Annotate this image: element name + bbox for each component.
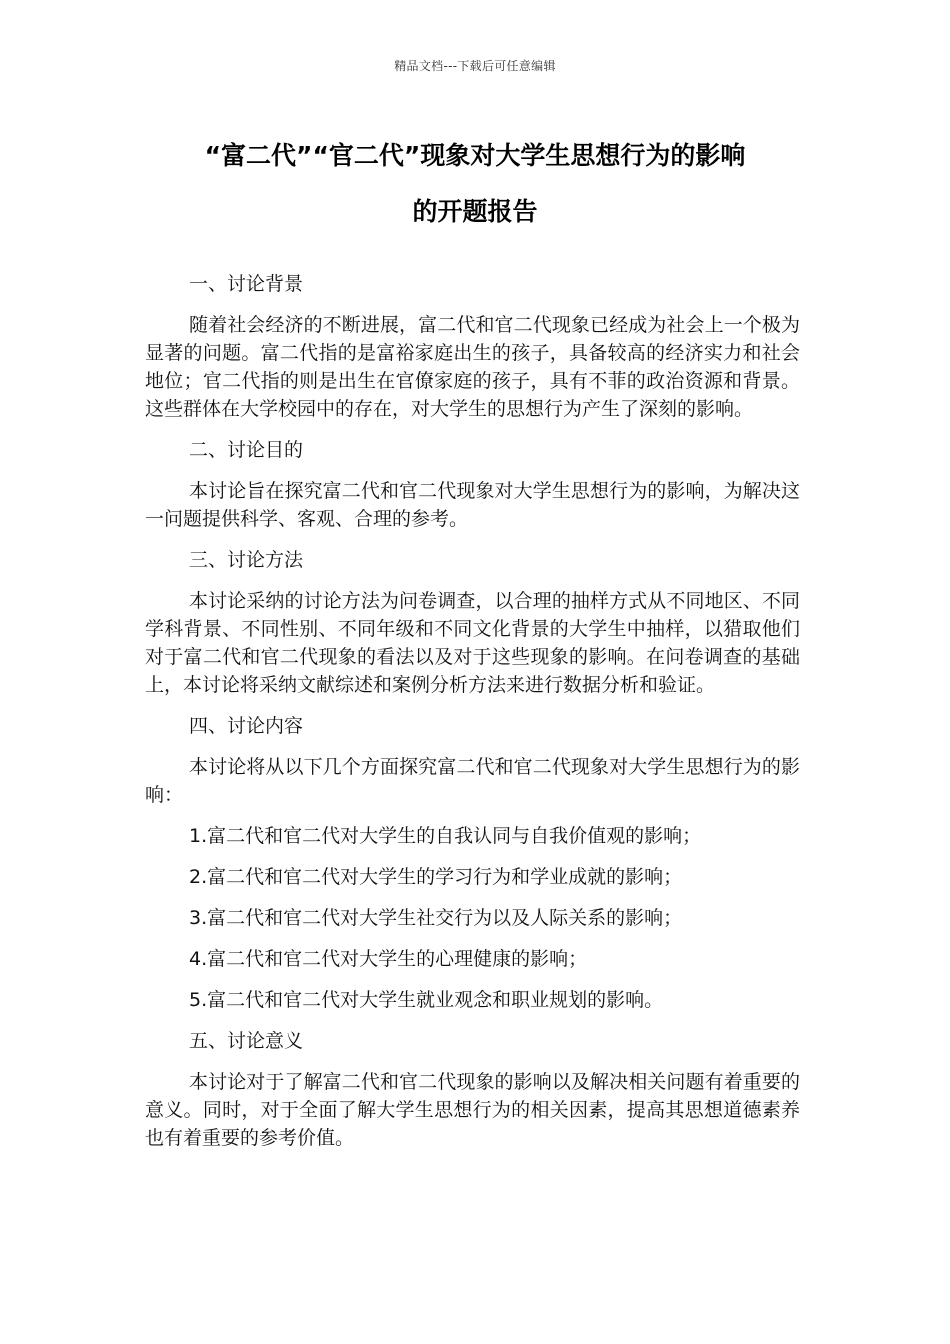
section-heading-background: 一、讨论背景 [189, 273, 304, 295]
section-heading-content: 四、讨论内容 [189, 715, 304, 737]
list-item: 5.富二代和官二代对大学生就业观念和职业规划的影响。 [189, 989, 664, 1011]
section-heading-method: 三、讨论方法 [189, 549, 304, 571]
section-heading-purpose: 二、讨论目的 [189, 439, 304, 461]
list-item: 2.富二代和官二代对大学生的学习行为和学业成就的影响； [189, 866, 683, 888]
title-line-2: 的开题报告 [412, 197, 538, 226]
section-heading-significance: 五、讨论意义 [189, 1030, 304, 1052]
title-line-1: “富二代”“官二代”现象对大学生思想行为的影响 [204, 141, 746, 170]
list-item: 1.富二代和官二代对大学生的自我认同与自我价值观的影响； [189, 825, 702, 847]
list-item: 3.富二代和官二代对大学生社交行为以及人际关系的影响； [189, 907, 683, 929]
section-paragraph-significance: 本讨论对于了解富二代和官二代现象的影响以及解决相关问题有着重要的意义。同时，对于全面了解大学生思想行为的相关因素，提高其思想道德素养也有着重要的参考价值。 [145, 1071, 800, 1149]
section-paragraph-content: 本讨论将从以下几个方面探究富二代和官二代现象对大学生思想行为的影响： [145, 756, 800, 806]
section-paragraph-background: 随着社会经济的不断进展，富二代和官二代现象已经成为社会上一个极为显著的问题。富二代指的是富裕家庭出生的孩子，具备较高的经济实力和社会地位；官二代指的则是出生在官僚家庭的孩子，具有不菲的政治资源和背景。这些群体在大学校园中的存在，对大学生的思想行为产生了深刻的影响。 [145, 314, 800, 420]
document-body [145, 270, 800, 1165]
section-paragraph-purpose: 本讨论旨在探究富二代和官二代现象对大学生思想行为的影响，为解决这一问题提供科学、客观、合理的参考。 [145, 480, 800, 530]
document-title [140, 128, 810, 240]
section-paragraph-method: 本讨论采纳的讨论方法为问卷调查，以合理的抽样方式从不同地区、不同学科背景、不同性别、不同年级和不同文化背景的大学生中抽样，以猎取他们对于富二代和官二代现象的看法以及对于这些现象的影响。在问卷调查的基础上，本讨论将采纳文献综述和案例分析方法来进行数据分析和验证。 [145, 590, 800, 696]
list-item: 4.富二代和官二代对大学生的心理健康的影响； [189, 948, 588, 970]
page-header: 精品文档---下载后可任意编辑 [394, 59, 556, 73]
